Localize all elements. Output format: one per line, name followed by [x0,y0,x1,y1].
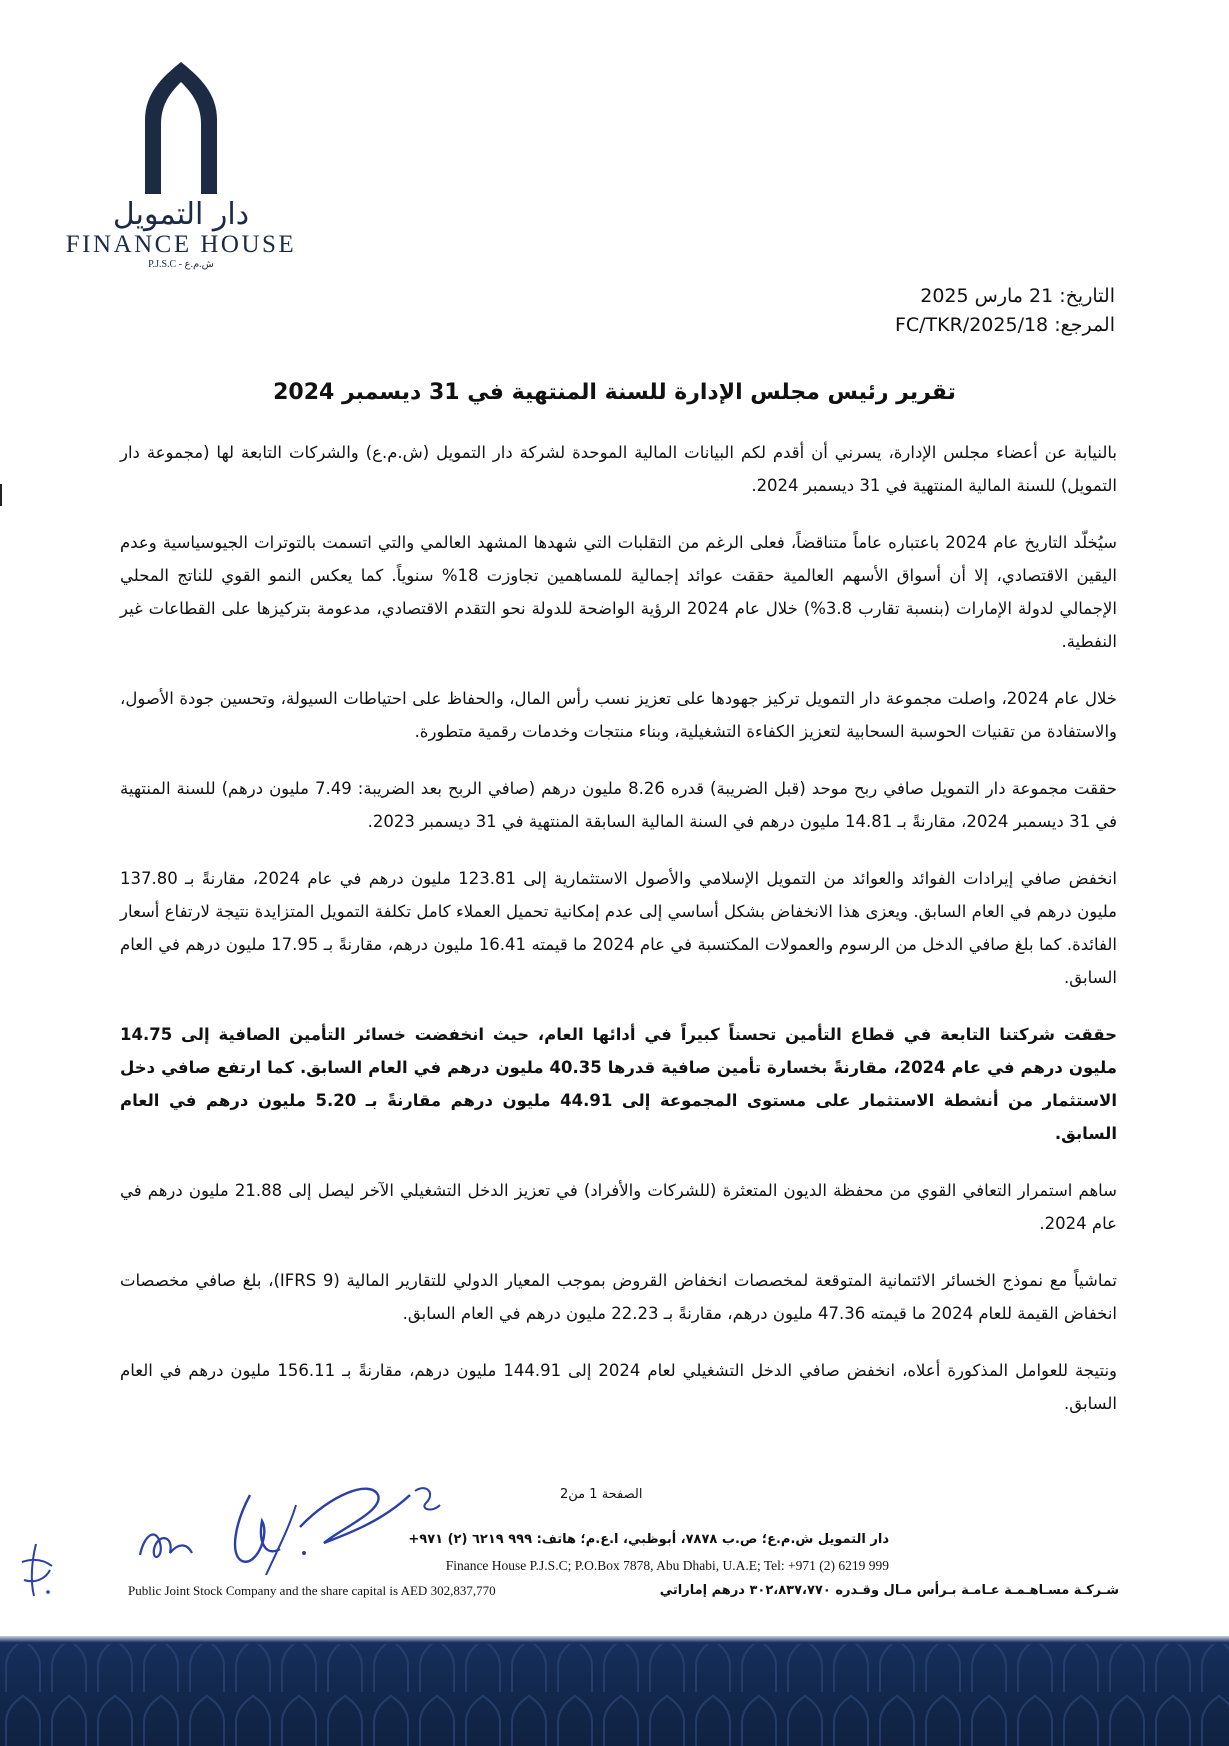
date-line [895,282,1115,311]
footer-capital-english: Public Joint Stock Company and the share capital is AED 302,837,770 [128,1583,496,1598]
company-logo [56,58,306,271]
chairman-signature [130,1465,490,1575]
footer-capital-arabic: شـركـة مسـاهـمـة عـامـة بـرأس مـال وقـدره ٣٠٢،٨٣٧،٧٧٠ درهم إماراتي [659,1583,1119,1598]
arch-pattern-icon [0,1636,1229,1746]
footer-arabic-address: دار التمويل ش.م.ع؛ ص.ب ٧٨٧٨، أبوظبي، ا.ع.م؛ هاتف: ٩٩٩ ٦٢١٩ (٢) ٩٧١+ [408,1532,889,1547]
report-title: تقرير رئيس مجلس الإدارة للسنة المنتهية في 31 ديسمبر 2024 [273,380,956,405]
letter-meta [895,282,1115,340]
ref-label: المرجع: [1054,314,1115,336]
paragraph-net-profit: حققت مجموعة دار التمويل صافي ربح موحد (قبل الضريبة) قدره 8.26 مليون درهم (صافي الربح بعد الضريبة: 7.49 مليون درهم) للسنة المنتهية في 31 ديسمبر 2024، مقارنةً بـ 14.81 مليون درهم في السنة المالية السابقة المنتهية في 31 ديسمبر 2023. [120,779,1117,831]
ref-value: 18/FC/TKR/2025 [894,314,1049,336]
footer-capital-line [128,1583,1119,1599]
arch-logo-icon [131,58,231,196]
paragraph-markets: سيُخلّد التاريخ عام 2024 باعتباره عاماً متناقضاً، فعلى الرغم من التقلبات التي شهدها المشهد العالمي والتي اتسمت بالتوترات الجيوسياسية وعدم اليقين الاقتصادي، إلا أن أسواق الأسهم العالمية حققت عوائد إجمالية للمساهمين تجاوزت 18% سنوياً. كما يعكس النمو القوي للناتج المحلي الإجمالي لدولة الإمارات (بنسبة تقارب 3.8%) خلال عام 2024 الرؤية الواضحة للدولة نحو التقدم الاقتصادي، مدعومة بتركيزها على القطاعات غير النفطية. [120,533,1118,651]
paragraph-impairment: تماشياً مع نموذج الخسائر الائتمانية المتوقعة لمخصصات انخفاض القروض بموجب المعيار الدولي للتقارير المالية (IFRS 9)، بلغ صافي مخصصات انخفاض القيمة للعام 2024 ما قيمته 47.36 مليون درهم، مقارنةً بـ 22.23 مليون درهم في العام السابق. [120,1271,1117,1323]
footer-english-address: Finance House P.J.S.C; P.O.Box 7878, Abu Dhabi, U.A.E; Tel: +971 (2) 6219 999 [445,1558,889,1573]
footer-pattern-band [0,1636,1229,1746]
page-number: الصفحة 1 من2 [560,1487,643,1502]
paragraph-operating-income: ونتيجة للعوامل المذكورة أعلاه، انخفض صافي الدخل التشغيلي لعام 2024 إلى 144.91 مليون درهم، مقارنةً بـ 156.11 مليون درهم في العام السابق. [120,1361,1118,1413]
initials-signature [14,1540,64,1600]
logo-english-name: FINANCE HOUSE [65,231,297,258]
paragraph-strategy: خلال عام 2024، واصلت مجموعة دار التمويل تركيز جهودها على تعزيز نسب رأس المال، والحفاظ على احتياطات السيولة، وتحسين جودة الأصول، والاستفادة من تقنيات الحوسبة السحابية لتعزيز الكفاءة التشغيلية، وبناء منتجات وخدمات رقمية متطورة. [120,689,1117,741]
paragraph-intro: بالنيابة عن أعضاء مجلس الإدارة، يسرني أن أقدم لكم البيانات المالية الموحدة لشركة دار التمويل (ش.م.ع) والشركات التابعة لها (مجموعة دار التمويل) للسنة المالية المنتهية في 31 ديسمبر 2024. [120,443,1117,495]
report-body [120,436,1117,1444]
logo-legal-form: P.J.S.C - ش.م.ع [148,258,214,270]
ref-line [895,311,1115,340]
paragraph-interest-income: انخفض صافي إيرادات الفوائد والعوائد من التمويل الإسلامي والأصول الاستثمارية إلى 123.81 مليون درهم في عام 2024، مقارنةً بـ 137.80 مليون درهم في العام السابق. ويعزى هذا الانخفاض بشكل أساسي إلى عدم إمكانية تحميل العملاء كامل تكلفة التمويل المتزايدة نتيجة لارتفاع أسعار الفائدة. كما بلغ صافي الدخل من الرسوم والعمولات المكتسبة في عام 2024 ما قيمته 16.41 مليون درهم، مقارنةً بـ 17.95 مليون درهم في العام السابق. [120,869,1118,987]
paragraph-insurance: حققت شركتنا التابعة في قطاع التأمين تحسناً كبيراً في أدائها العام، حيث انخفضت خسائر التأمين الصافية إلى 14.75 مليون درهم في عام 2024، مقارنةً بخسارة تأمين صافية قدرها 40.35 مليون درهم في العام السابق. كما ارتفع صافي دخل الاستثمار من أنشطة الاستثمار على مستوى المجموعة إلى 44.91 مليون درهم مقارنةً بـ 5.20 مليون درهم في العام السابق. [120,1025,1117,1143]
date-label: التاريخ: [1059,285,1115,307]
logo-arabic-name: دار التمويل [112,197,250,232]
date-value: 21 مارس 2025 [920,285,1054,307]
paragraph-recoveries: ساهم استمرار التعافي القوي من محفظة الديون المتعثرة (للشركات والأفراد) في تعزيز الدخل التشغيلي الآخر ليصل إلى 21.88 مليون درهم في عام 2024. [120,1181,1117,1233]
scan-edge-mark [0,484,2,506]
